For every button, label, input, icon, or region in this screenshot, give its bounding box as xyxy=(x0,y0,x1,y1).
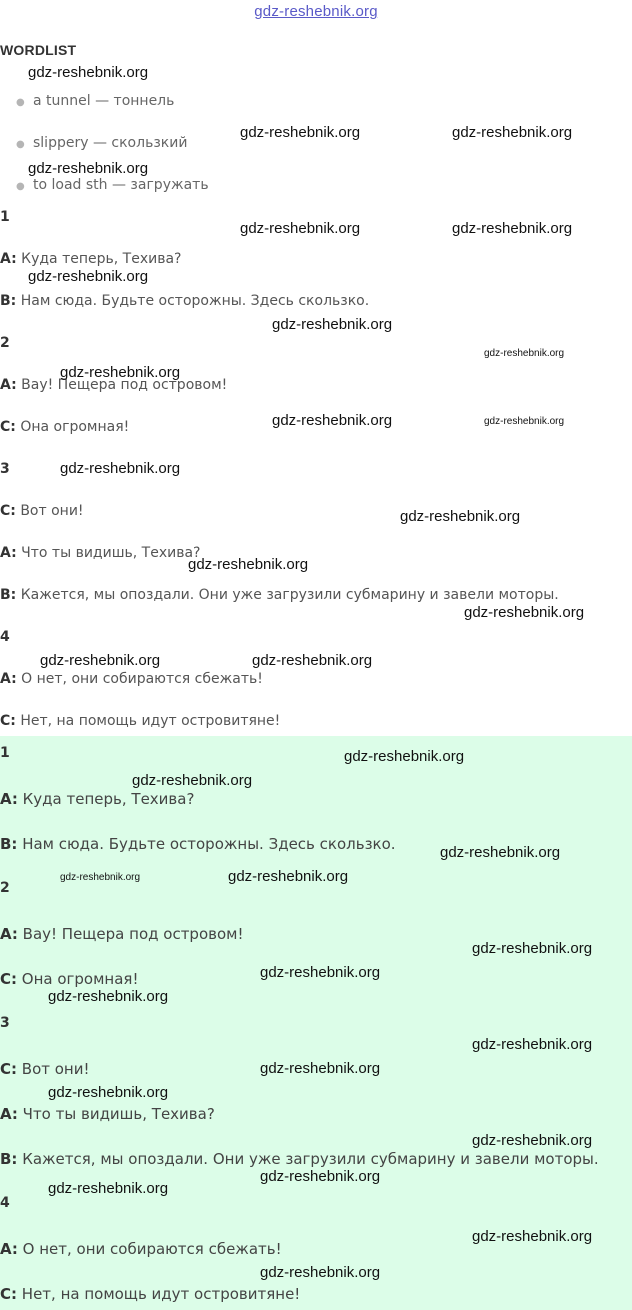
watermark: gdz-reshebnik.org xyxy=(240,124,361,141)
watermark: gdz-reshebnik.org xyxy=(40,652,161,669)
dialogue-line xyxy=(0,970,138,988)
watermark: gdz-reshebnik.org xyxy=(272,316,393,333)
watermark: gdz-reshebnik.org xyxy=(28,268,149,285)
scene-number: 3 xyxy=(0,461,10,477)
speaker: A: xyxy=(0,251,17,267)
dialogue-line xyxy=(0,587,559,603)
watermark: gdz-reshebnik.org xyxy=(60,364,181,381)
scene-number: 2 xyxy=(0,335,10,351)
dialogue-line xyxy=(0,1060,90,1078)
watermark: gdz-reshebnik.org xyxy=(28,64,149,81)
line-text: Нет, на помощь идут островитяне! xyxy=(15,713,281,729)
speaker: C: xyxy=(0,503,16,519)
dialogue-line xyxy=(0,545,200,561)
line-text: Куда теперь, Техива? xyxy=(16,251,182,267)
line-text: Нам сюда. Будьте осторожны. Здесь скользко. xyxy=(17,835,396,853)
watermark: gdz-reshebnik.org xyxy=(472,1132,593,1149)
speaker: A: xyxy=(0,1105,18,1123)
line-text: О нет, они собираются сбежать! xyxy=(16,671,263,687)
dialogue-line xyxy=(0,1105,215,1123)
watermark: gdz-reshebnik.org xyxy=(452,124,573,141)
watermark: gdz-reshebnik.org xyxy=(260,1264,381,1281)
watermark: gdz-reshebnik.org xyxy=(228,868,349,885)
watermark: gdz-reshebnik.org xyxy=(484,416,565,427)
watermark: gdz-reshebnik.org xyxy=(440,844,561,861)
watermark: gdz-reshebnik.org xyxy=(240,220,361,237)
wordlist-title: WORDLIST xyxy=(0,42,77,58)
watermark: gdz-reshebnik.org xyxy=(60,460,181,477)
line-text: Куда теперь, Техива? xyxy=(17,790,195,808)
dialogue-line xyxy=(0,713,280,729)
watermark: gdz-reshebnik.org xyxy=(484,348,565,359)
answer-panel xyxy=(0,736,632,1310)
bullet-icon: ● xyxy=(16,181,25,192)
speaker: C: xyxy=(0,1285,18,1303)
watermark: gdz-reshebnik.org xyxy=(48,1084,169,1101)
dialogue-line xyxy=(0,293,369,309)
watermark: gdz-reshebnik.org xyxy=(260,964,381,981)
watermark: gdz-reshebnik.org xyxy=(464,604,585,621)
scene-number: 1 xyxy=(0,209,10,225)
watermark: gdz-reshebnik.org xyxy=(48,988,169,1005)
dialogue-line xyxy=(0,1285,300,1303)
line-text: Вот они! xyxy=(17,1060,90,1078)
line-text: Вау! Пещера под островом! xyxy=(16,377,228,393)
watermark: gdz-reshebnik.org xyxy=(28,160,149,177)
scene-number: 4 xyxy=(0,1195,10,1211)
watermark: gdz-reshebnik.org xyxy=(188,556,309,573)
dialogue-line xyxy=(0,790,194,808)
bullet-icon: ● xyxy=(16,139,25,150)
speaker: A: xyxy=(0,790,18,808)
watermark: gdz-reshebnik.org xyxy=(260,1168,381,1185)
speaker: C: xyxy=(0,970,18,988)
dialogue-line xyxy=(0,251,181,267)
line-text: Вот они! xyxy=(15,503,84,519)
speaker: A: xyxy=(0,671,17,687)
line-text: Вау! Пещера под островом! xyxy=(17,925,244,943)
speaker: C: xyxy=(0,1060,18,1078)
line-text: Нам сюда. Будьте осторожны. Здесь скользко. xyxy=(16,293,370,309)
watermark: gdz-reshebnik.org xyxy=(60,872,141,883)
dialogue-line xyxy=(0,835,396,853)
speaker: B: xyxy=(0,293,17,309)
line-text: Нет, на помощь идут островитяне! xyxy=(17,1285,301,1303)
watermark: gdz-reshebnik.org xyxy=(272,412,393,429)
watermark: gdz-reshebnik.org xyxy=(472,1228,593,1245)
line-text: Что ты видишь, Техива? xyxy=(17,1105,215,1123)
speaker: A: xyxy=(0,545,17,561)
line-text: Кажется, мы опоздали. Они уже загрузили субмарину и завели моторы. xyxy=(17,1150,599,1168)
speaker: C: xyxy=(0,713,16,729)
watermark: gdz-reshebnik.org xyxy=(252,652,373,669)
line-text: Она огромная! xyxy=(15,419,130,435)
speaker: A: xyxy=(0,377,17,393)
bullet-icon: ● xyxy=(16,97,25,108)
dialogue-line xyxy=(0,671,263,687)
speaker: C: xyxy=(0,419,16,435)
dialogue-line xyxy=(0,503,84,519)
watermark: gdz-reshebnik.org xyxy=(344,748,465,765)
wordlist-item xyxy=(16,177,209,193)
scene-number: 4 xyxy=(0,629,10,645)
line-text: Кажется, мы опоздали. Они уже загрузили субмарину и завели моторы. xyxy=(16,587,559,603)
speaker: B: xyxy=(0,1150,18,1168)
line-text: Она огромная! xyxy=(17,970,139,988)
watermark: gdz-reshebnik.org xyxy=(260,1060,381,1077)
line-text: О нет, они собираются сбежать! xyxy=(17,1240,282,1258)
watermark: gdz-reshebnik.org xyxy=(472,1036,593,1053)
speaker: B: xyxy=(0,587,17,603)
speaker: A: xyxy=(0,1240,18,1258)
watermark: gdz-reshebnik.org xyxy=(48,1180,169,1197)
watermark: gdz-reshebnik.org xyxy=(400,508,521,525)
line-text: Что ты видишь, Техива? xyxy=(16,545,201,561)
wordlist-item xyxy=(16,135,187,151)
speaker: B: xyxy=(0,835,18,853)
wordlist-item xyxy=(16,93,174,109)
dialogue-line xyxy=(0,419,129,435)
wordlist-item-text: slippery — скользкий xyxy=(33,135,188,151)
scene-number: 1 xyxy=(0,745,10,761)
dialogue-line xyxy=(0,1150,599,1168)
wordlist-item-text: to load sth — загружать xyxy=(33,177,209,193)
scene-number: 2 xyxy=(0,880,10,896)
header-site-link[interactable]: gdz-reshebnik.org xyxy=(254,3,378,20)
watermark: gdz-reshebnik.org xyxy=(132,772,253,789)
dialogue-line xyxy=(0,925,243,943)
speaker: A: xyxy=(0,925,18,943)
dialogue-line xyxy=(0,1240,282,1258)
scene-number: 3 xyxy=(0,1015,10,1031)
watermark: gdz-reshebnik.org xyxy=(472,940,593,957)
watermark: gdz-reshebnik.org xyxy=(452,220,573,237)
wordlist-item-text: a tunnel — тоннель xyxy=(33,93,175,109)
